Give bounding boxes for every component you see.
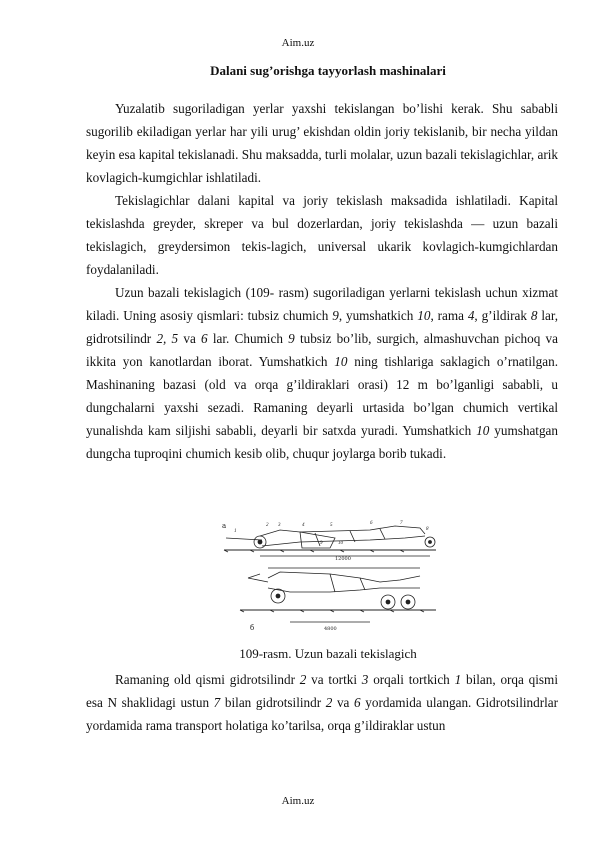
paragraph-3: Uzun bazali tekislagich (109- rasm) sugoriladigan yerlarni tekislash uchun xizmat kiladi. Uning asosiy qismlari: tubsiz chumich 9, yumshatkich 10, rama 4, g’ildirak 8 lar, gidrotsilindr 2, 5 va 6 lar. Chumich 9 tubsiz bo’lib, surgich, almashuvchan pichoq va ikkita yon kanotlardan iborat. Yumshatkich 10 ning tishlariga saklagich o’rnatilgan. Mashinaning bazasi (old va orqa g’ildiraklari orasi) 12 m bo’lganligi sababli, u dungchalarni yaxshi sezadi. Ramaning deyarli urtasida bo’lgan chumich vertikal yunalishda kam siljishi sababli, deyarli bir satxda yuradi. Yumshatkich 10 yumshatgan dungcha tuproqini chumich kesib olib, chuqur joylarga borib tukadi. [86,285,559,461]
body-text [86,97,558,465]
figure-caption: 109-rasm. Uzun bazali tekislagich [239,646,417,661]
page-footer: Aim.uz [281,795,315,807]
figure-label-b: б [250,624,255,632]
part-label-4: 4 [302,523,305,528]
part-label-6: 6 [370,521,373,526]
part-label-5: 5 [330,523,333,528]
part-label-1: 1 [234,529,237,534]
paragraph-2: Tekislagichlar dalani kapital va joriy tekislash maksadida ishlatiladi. Kapital tekislashda greyder, skreper va bul dozerlardan, joriy tekislashda — uzun bazali tekislagich, greydersimon tekis-lagich, universal ukarik kovlagich-kumgichlardan foydalaniladi. [86,193,558,277]
part-label-3: 3 [278,523,281,528]
part-label-8: 8 [426,527,429,532]
dimension-top: 12000 [335,556,351,562]
page-header: Aim.uz [281,37,315,49]
body-text-continued [86,668,558,737]
figure-leveler-drawing [220,518,438,638]
part-label-7: 7 [400,521,403,526]
part-label-9: 9 [320,541,323,546]
figure-label-a: а [222,522,227,530]
page-title: Dalani sug’orishga tayyorlash mashinalari [210,63,446,78]
part-label-2: 2 [266,523,269,528]
part-label-10: 10 [338,541,343,546]
paragraph-1: Yuzalatib sugoriladigan yerlar yaxshi tekislangan bo’lishi kerak. Shu sababli sugorilib ekiladigan yerlar har yili urug’ ekishdan oldin joriy tekislanib, bir necha yildan keyin esa kapital tekislanadi. Shu maksadda, turli molalar, uzun bazali tekislagichlar, arik kovlagich-kumgichlar ishlatiladi. [86,101,558,185]
dimension-bottom: 4800 [324,626,337,632]
paragraph-4: Ramaning old qismi gidrotsilindr 2 va tortki 3 orqali tortkich 1 bilan, orqa qismi esa N shaklidagi ustun 7 bilan gidrotsilindr 2 va 6 yordamida ulangan. Gidrotsilindrlar yordamida rama transport holatiga ko’tarilsa, orqa g’ildiraklar ustun [86,672,559,733]
